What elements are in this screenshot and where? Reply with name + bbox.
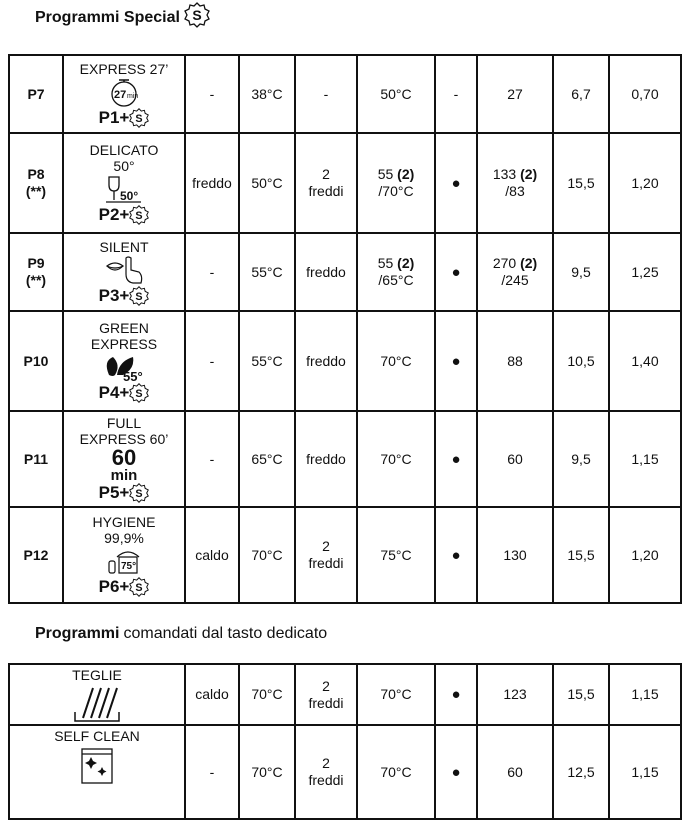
section-title-text: Programmi Special	[35, 9, 180, 26]
s-badge-icon	[129, 577, 149, 597]
key-combination: P4+ S	[99, 383, 150, 403]
wash-temp-value: 70°C	[239, 725, 295, 819]
table-row	[9, 133, 681, 233]
program-cell	[63, 233, 185, 311]
duration-value: 27	[477, 55, 553, 133]
water-value: 9,5	[553, 411, 609, 507]
energy-value: 1,15	[609, 411, 681, 507]
wine-glass-icon	[101, 175, 147, 205]
sixty-min-icon: 60	[111, 445, 137, 470]
wash-temp-value: 55°C	[239, 311, 295, 411]
min-label: min	[110, 467, 138, 484]
program-cell	[9, 725, 185, 819]
leaf-icon	[101, 353, 147, 383]
energy-value: 1,20	[609, 507, 681, 603]
prewash-value: -	[185, 411, 239, 507]
program-name: EXPRESS 60’	[79, 431, 169, 447]
prewash-value: -	[185, 233, 239, 311]
svg-text:50°: 50°	[120, 188, 139, 203]
duration-value: 130	[477, 507, 553, 603]
hot-rinse-value: 70°C	[357, 725, 435, 819]
drying-value: ●	[435, 664, 477, 725]
key-combination: P5+ S	[99, 483, 150, 503]
program-name: 50°	[113, 157, 135, 174]
s-badge-icon	[184, 2, 210, 28]
water-value: 15,5	[553, 133, 609, 233]
energy-value: 1,40	[609, 311, 681, 411]
timer-icon	[101, 78, 147, 108]
duration-value: 88	[477, 311, 553, 411]
s-badge-icon	[129, 205, 149, 225]
program-name: TEGLIE	[72, 667, 122, 683]
program-code: P10	[9, 311, 63, 411]
program-code: P7	[9, 55, 63, 133]
energy-value: 0,70	[609, 55, 681, 133]
wash-temp-value: 70°C	[239, 507, 295, 603]
water-value: 15,5	[553, 507, 609, 603]
wash-temp-value: 50°C	[239, 133, 295, 233]
prewash-value: -	[185, 725, 239, 819]
special-programs-table	[8, 54, 682, 604]
prewash-value: caldo	[185, 664, 239, 725]
program-name: EXPRESS	[90, 335, 158, 352]
hygiene-icon	[101, 547, 147, 577]
svg-text:S: S	[135, 487, 143, 500]
energy-value: 1,15	[609, 664, 681, 725]
cold-rinse-value: 2 freddi	[295, 507, 357, 603]
program-name: 99,9%	[104, 529, 144, 546]
energy-value: 1,20	[609, 133, 681, 233]
prewash-value: caldo	[185, 507, 239, 603]
prewash-value: -	[185, 55, 239, 133]
program-name: HYGIENE	[92, 513, 156, 530]
table-row	[9, 311, 681, 411]
svg-text:S: S	[135, 581, 143, 594]
duration-value: 60	[477, 725, 553, 819]
water-value: 10,5	[553, 311, 609, 411]
program-code: P9 (**)	[9, 233, 63, 311]
table-row	[9, 55, 681, 133]
cold-rinse-value: freddo	[295, 233, 357, 311]
prewash-value: -	[185, 311, 239, 411]
water-value: 6,7	[553, 55, 609, 133]
footnote-ref: (2)	[520, 255, 538, 271]
program-code: P12	[9, 507, 63, 603]
program-code: P11	[9, 411, 63, 507]
section-title-bold: Programmi	[35, 625, 120, 642]
hot-rinse-value: 50°C	[357, 55, 435, 133]
table-row	[9, 233, 681, 311]
wash-temp-value: 55°C	[239, 233, 295, 311]
wash-temp-value: 38°C	[239, 55, 295, 133]
wash-temp-value: 70°C	[239, 664, 295, 725]
drying-value: ●	[435, 311, 477, 411]
program-cell	[9, 664, 185, 725]
program-name: EXPRESS 27’	[79, 60, 169, 77]
s-badge-icon	[129, 383, 149, 403]
cold-rinse-value: freddo	[295, 411, 357, 507]
program-cell	[63, 507, 185, 603]
cold-rinse-value: 2 freddi	[295, 133, 357, 233]
cold-rinse-value: 2 freddi	[295, 725, 357, 819]
section-title-rest: comandati dal tasto dedicato	[123, 625, 328, 642]
program-name: DELICATO	[89, 141, 159, 158]
key-combination: P3+ S	[99, 286, 150, 306]
energy-value: 1,15	[609, 725, 681, 819]
program-cell	[63, 411, 185, 507]
program-code: P8 (**)	[9, 133, 63, 233]
program-cell	[63, 311, 185, 411]
section-title-dedicated	[35, 625, 327, 643]
prewash-value: freddo	[185, 133, 239, 233]
svg-text:55°: 55°	[123, 368, 143, 383]
water-value: 15,5	[553, 664, 609, 725]
water-value: 9,5	[553, 233, 609, 311]
drying-value: ●	[435, 725, 477, 819]
hot-rinse-value: 55 (2) /65°C	[357, 233, 435, 311]
program-name: SELF CLEAN	[54, 728, 140, 744]
footnote-ref: (2)	[520, 166, 538, 182]
drying-value: ●	[435, 411, 477, 507]
program-name: GREEN	[99, 319, 149, 336]
hot-rinse-value: 70°C	[357, 664, 435, 725]
section-title-special	[35, 8, 210, 28]
footnote-ref: (2)	[397, 255, 415, 271]
program-name: SILENT	[99, 238, 149, 255]
duration-value: 60	[477, 411, 553, 507]
duration-value: 133 (2) /83	[477, 133, 553, 233]
table-row	[9, 725, 681, 819]
key-combination: P6+ S	[99, 577, 150, 597]
drying-value: ●	[435, 233, 477, 311]
cold-rinse-value: 2 freddi	[295, 664, 357, 725]
cold-rinse-value: freddo	[295, 311, 357, 411]
water-value: 12,5	[553, 725, 609, 819]
cold-rinse-value: -	[295, 55, 357, 133]
pans-icon	[69, 684, 125, 724]
hot-rinse-value: 75°C	[357, 507, 435, 603]
dedicated-programs-table	[8, 663, 682, 820]
hot-rinse-value: 70°C	[357, 311, 435, 411]
drying-value: ●	[435, 133, 477, 233]
svg-text:27: 27	[114, 88, 127, 101]
key-combination: P2+ S	[99, 205, 150, 225]
svg-text:S: S	[135, 290, 143, 303]
hot-rinse-value: 70°C	[357, 411, 435, 507]
drying-value: ●	[435, 507, 477, 603]
hot-rinse-value: 55 (2) /70°C	[357, 133, 435, 233]
s-badge-icon	[129, 286, 149, 306]
svg-text:min: min	[127, 92, 139, 100]
svg-text:S: S	[135, 387, 143, 400]
table-row	[9, 411, 681, 507]
self-clean-icon	[69, 745, 125, 785]
table-row	[9, 664, 681, 725]
footnote-ref: (2)	[397, 166, 415, 182]
program-cell	[63, 55, 185, 133]
silence-gesture-icon	[101, 256, 147, 286]
program-name: FULL	[106, 415, 142, 431]
duration-value: 123	[477, 664, 553, 725]
svg-text:S: S	[135, 209, 143, 222]
key-combination: P1+ S	[99, 108, 150, 128]
svg-text:S: S	[192, 7, 202, 23]
program-cell	[63, 133, 185, 233]
svg-text:S: S	[135, 112, 143, 125]
wash-temp-value: 65°C	[239, 411, 295, 507]
duration-value: 270 (2) /245	[477, 233, 553, 311]
s-badge-icon	[129, 483, 149, 503]
drying-value: -	[435, 55, 477, 133]
s-badge-icon	[129, 108, 149, 128]
svg-text:75°: 75°	[121, 560, 137, 572]
energy-value: 1,25	[609, 233, 681, 311]
table-row	[9, 507, 681, 603]
